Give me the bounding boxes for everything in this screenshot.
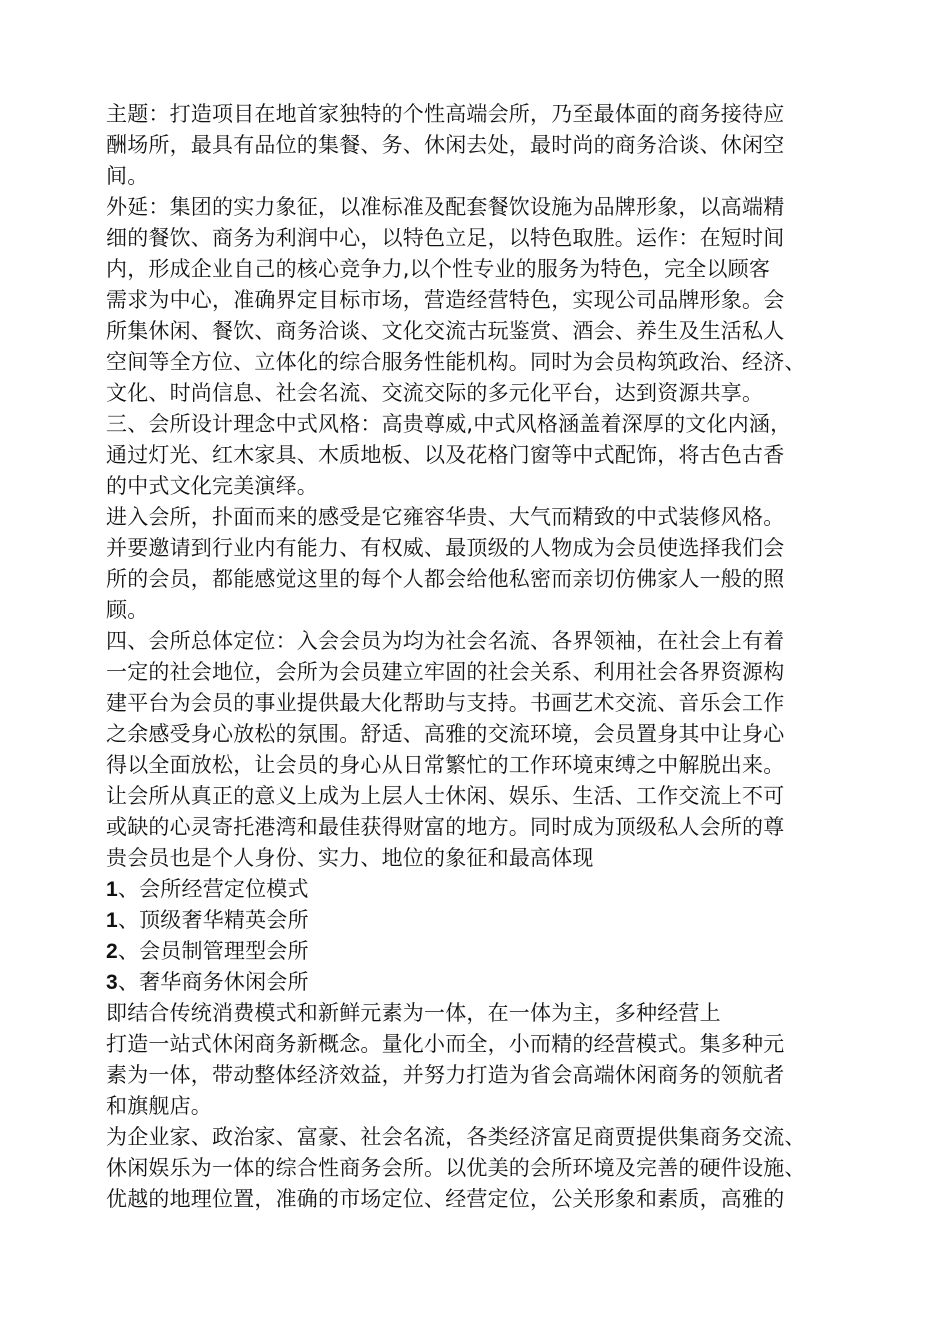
text-line: 顾。 — [106, 598, 149, 622]
text-line: 酬场所，最具有品位的集餐、务、休闲去处，最时尚的商务洽谈、休闲空 — [106, 133, 785, 157]
list-item — [106, 905, 876, 936]
text-line: 细的餐饮、商务为利润中心，以特色立足，以特色取胜。运作：在短时间 — [106, 226, 785, 250]
text-line: 休闲娱乐为一体的综合性商务会所。以优美的会所环境及完善的硬件设施、 — [106, 1156, 806, 1180]
list-item — [106, 967, 876, 998]
text-line: 为企业家、政治家、富豪、社会名流，各类经济富足商贾提供集商务交流、 — [106, 1125, 806, 1149]
text-line: 三、会所设计理念中式风格：高贵尊威,中式风格涵盖着深厚的文化内涵， — [106, 412, 792, 436]
list-item-text: 、顶级奢华精英会所 — [117, 908, 309, 932]
text-line: 空间等全方位、立体化的综合服务性能机构。同时为会员构筑政治、经济、 — [106, 350, 806, 374]
text-line: 四、会所总体定位：入会会员为均为社会名流、各界领袖，在社会上有着 — [106, 629, 785, 653]
document-body — [106, 99, 876, 1215]
list-item-number: 1 — [106, 878, 118, 901]
list-item-number: 1 — [106, 909, 118, 932]
text-line: 建平台为会员的事业提供最大化帮助与支持。书画艺术交流、音乐会工作 — [106, 691, 785, 715]
text-line: 外延：集团的实力象征，以准标准及配套餐饮设施为品牌形象，以高端精 — [106, 195, 785, 219]
text-line: 文化、时尚信息、社会名流、交流交际的多元化平台，达到资源共享。 — [106, 381, 764, 405]
text-line: 一定的社会地位，会所为会员建立牢固的社会关系、利用社会各界资源构 — [106, 660, 785, 684]
text-line: 所集休闲、餐饮、商务洽谈、文化交流古玩鉴赏、酒会、养生及生活私人 — [106, 319, 785, 343]
text-line: 和旗舰店。 — [106, 1094, 212, 1118]
text-line: 打造一站式休闲商务新概念。量化小而全，小而精的经营模式。集多种元 — [106, 1032, 785, 1056]
text-line: 贵会员也是个人身份、实力、地位的象征和最高体现 — [106, 846, 594, 870]
text-line: 并要邀请到行业内有能力、有权威、最顶级的人物成为会员使选择我们会 — [106, 536, 785, 560]
list-item — [106, 936, 876, 967]
text-line: 的中式文化完美演绎。 — [106, 474, 318, 498]
text-line: 所的会员，都能感觉这里的每个人都会给他私密而亲切仿佛家人一般的照 — [106, 567, 785, 591]
text-line: 通过灯光、红木家具、木质地板、以及花格门窗等中式配饰，将古色古香 — [106, 443, 785, 467]
text-line: 素为一体，带动整体经济效益，并努力打造为省会高端休闲商务的领航者 — [106, 1063, 785, 1087]
text-line: 得以全面放松，让会员的身心从日常繁忙的工作环境束缚之中解脱出来。 — [106, 753, 785, 777]
text-line: 之余感受身心放松的氛围。舒适、高雅的交流环境，会员置身其中让身心 — [106, 722, 785, 746]
text-line: 内，形成企业自己的核心竞争力,以个性专业的服务为特色，完全以顾客 — [106, 257, 771, 281]
list-item-text: 、会员制管理型会所 — [117, 939, 309, 963]
text-line: 间。 — [106, 164, 149, 188]
list-item-number: 3 — [106, 971, 118, 994]
list-item-text: 、会所经营定位模式 — [117, 877, 309, 901]
text-line: 即结合传统消费模式和新鲜元素为一体，在一体为主，多种经营上 — [106, 1001, 721, 1025]
text-line: 或缺的心灵寄托港湾和最佳获得财富的地方。同时成为顶级私人会所的尊 — [106, 815, 785, 839]
text-line: 优越的地理位置，准确的市场定位、经营定位，公关形象和素质，高雅的 — [106, 1187, 785, 1211]
text-line: 需求为中心，准确界定目标市场，营造经营特色，实现公司品牌形象。会 — [106, 288, 785, 312]
list-item — [106, 874, 876, 905]
list-item-number: 2 — [106, 940, 118, 963]
text-line: 主题：打造项目在地首家独特的个性高端会所，乃至最体面的商务接待应 — [106, 102, 785, 126]
text-line: 让会所从真正的意义上成为上层人士休闲、娱乐、生活、工作交流上不可 — [106, 784, 785, 808]
text-line: 进入会所，扑面而来的感受是它雍容华贵、大气而精致的中式装修风格。 — [106, 505, 785, 529]
list-item-text: 、奢华商务休闲会所 — [117, 970, 309, 994]
